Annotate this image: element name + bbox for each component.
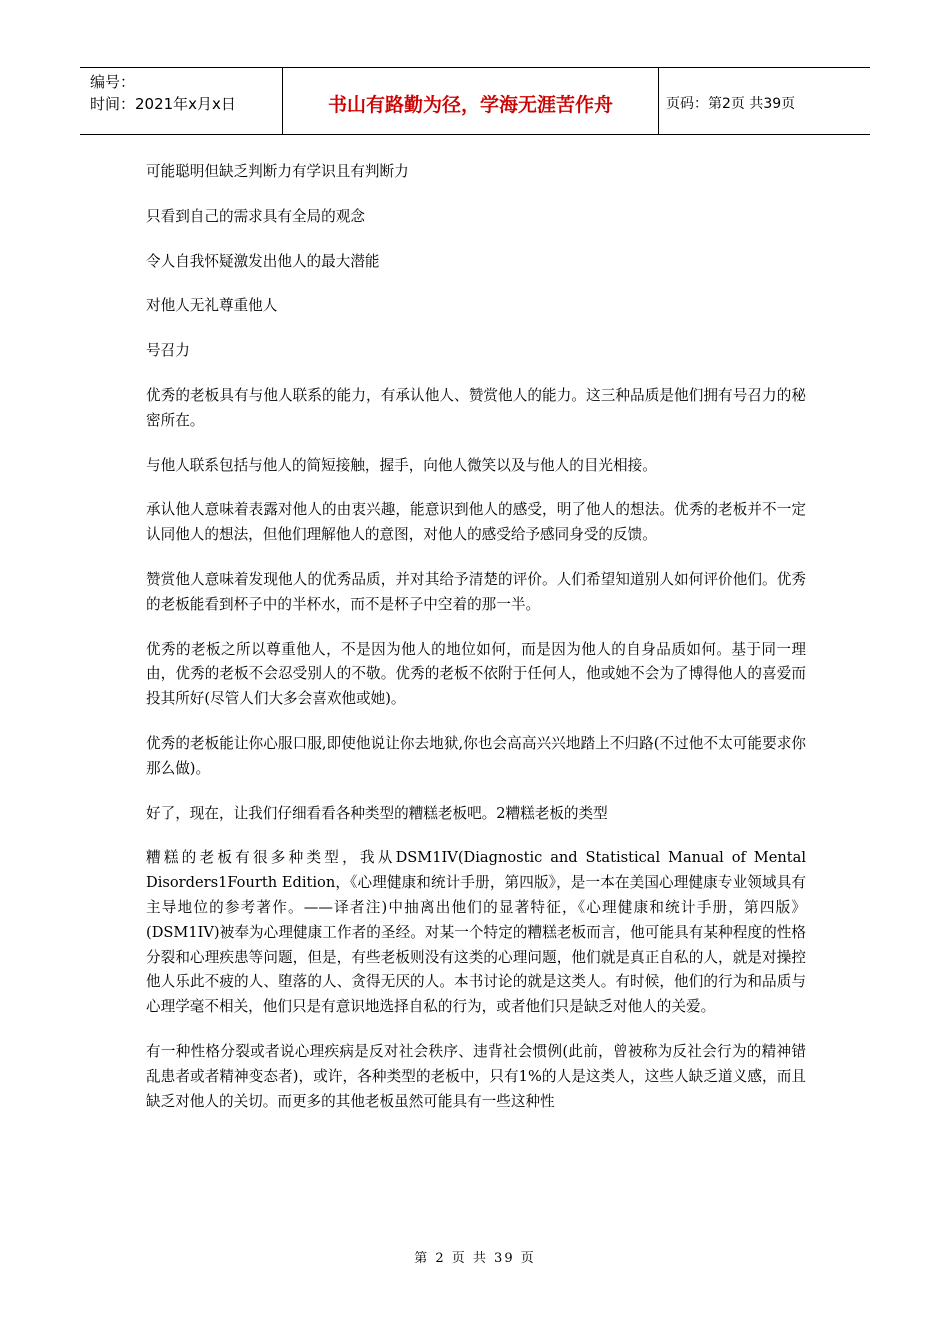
header-left-cell [80, 68, 283, 134]
paragraph: 赞赏他人意味着发现他人的优秀品质，并对其给予清楚的评价。人们希望知道别人如何评价他们。优秀的老板能看到杯子中的半杯水，而不是杯子中空着的那一半。 [146, 570, 806, 613]
section-heading: 号召力 [146, 342, 190, 360]
page-footer: 第 2 页 共 39 页 [414, 1251, 536, 1266]
paragraph: 可能聪明但缺乏判断力有学识且有判断力 [146, 163, 409, 180]
header-page-info: 页码：第2页 共39页 [666, 96, 796, 112]
document-date: 时间：2021年x月x日 [90, 95, 236, 113]
header-motto-cell [283, 68, 659, 134]
paragraph: 只看到自己的需求具有全局的观念 [146, 207, 365, 225]
paragraph: 糟糕的老板有很多种类型，我从DSM1IV(Diagnostic and Statistical Manual of Mental Disorders1Fourth Edition，《心理健康和统计手册，第四版》，是一本在美国心理健康专业领域具有主导地位的参考著作。——译者注)中抽离出他们的显著特征，《心理健康和统计手册，第四版》(DSM1IV)被奉为心理健康工作者的圣经。对某一个特定的糟糕老板而言，他可能具有某种程度的性格分裂和心理疾患等问题，但是，有些老板则没有这类的心理问题，他们就是真正自私的人，就是对操控他人乐此不疲的人、堕落的人、贪得无厌的人。本书讨论的就是这类人。有时候，他们的行为和品质与心理学毫不相关，他们只是有意识地选择自私的行为，或者他们只是缺乏对他人的关爱。 [146, 849, 806, 1016]
document-body [146, 160, 806, 1134]
paragraph: 令人自我怀疑激发出他人的最大潜能 [146, 252, 380, 270]
header-motto: 书山有路勤为径，学海无涯苦作舟 [327, 94, 613, 116]
page-header [80, 67, 870, 135]
paragraph: 有一种性格分裂或者说心理疾病是反对社会秩序、违背社会惯例(此前，曾被称为反社会行为的精神错乱患者或者精神变态者)，或许，各种类型的老板中，只有1%的人是这类人，这些人缺乏道义感，而且缺乏对他人的关切。而更多的其他老板虽然可能具有一些这种性 [146, 1042, 806, 1110]
document-number-label: 编号： [90, 73, 136, 91]
paragraph: 好了，现在，让我们仔细看看各种类型的糟糕老板吧。2糟糕老板的类型 [146, 804, 608, 822]
paragraph: 优秀的老板能让你心服口服,即使他说让你去地狱,你也会高高兴兴地踏上不归路(不过他不太可能要求你那么做)。 [146, 734, 806, 777]
paragraph: 优秀的老板具有与他人联系的能力，有承认他人、赞赏他人的能力。这三种品质是他们拥有号召力的秘密所在。 [146, 386, 806, 429]
paragraph: 承认他人意味着表露对他人的由衷兴趣，能意识到他人的感受，明了他人的想法。优秀的老板并不一定认同他人的想法，但他们理解他人的意图，对他人的感受给予感同身受的反馈。 [146, 501, 806, 544]
paragraph: 与他人联系包括与他人的简短接触，握手，向他人微笑以及与他人的目光相接。 [146, 456, 657, 474]
paragraph: 对他人无礼尊重他人 [146, 297, 278, 315]
paragraph: 优秀的老板之所以尊重他人，不是因为他人的地位如何，而是因为他人的自身品质如何。基于同一理由，优秀的老板不会忍受别人的不敬。优秀的老板不依附于任何人，他或她不会为了博得他人的喜爱而投其所好(尽管人们大多会喜欢他或她)。 [146, 640, 806, 708]
header-page-cell [659, 68, 870, 134]
